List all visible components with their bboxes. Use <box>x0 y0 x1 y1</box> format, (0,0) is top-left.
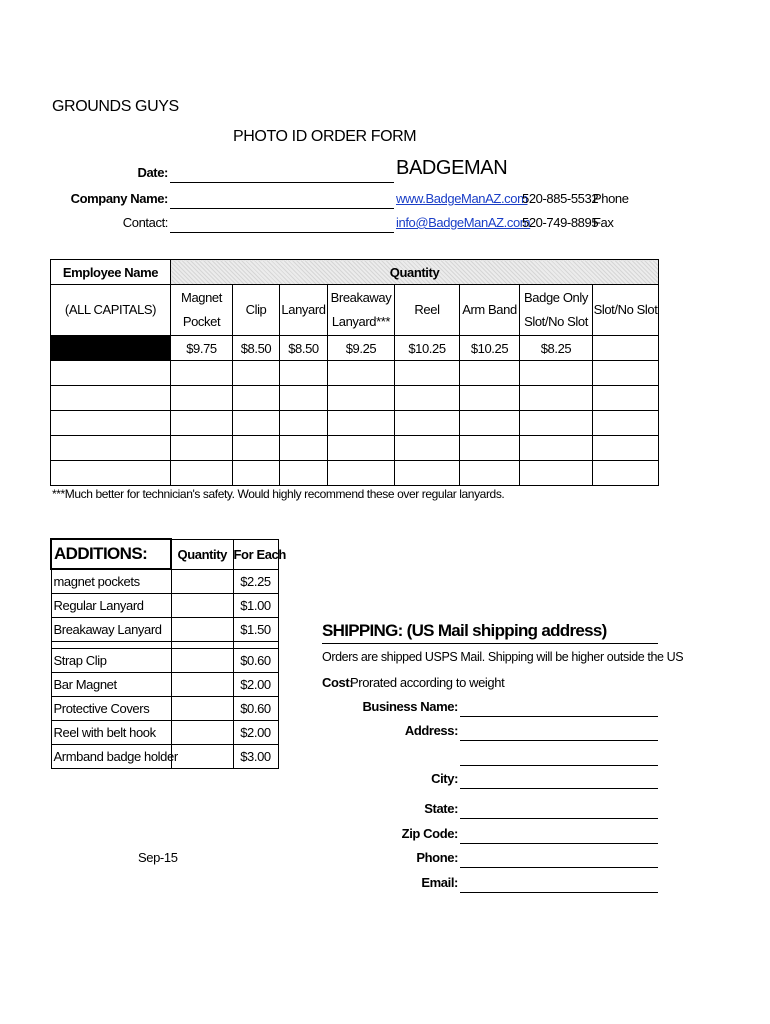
addition-qty-input[interactable] <box>171 697 233 721</box>
price-badge-only: $8.25 <box>520 336 593 361</box>
shipping-title-underline <box>322 643 658 644</box>
price-lanyard: $8.50 <box>280 336 328 361</box>
qty-input[interactable] <box>520 461 593 486</box>
table-row <box>51 436 659 461</box>
qty-input[interactable] <box>328 411 395 436</box>
all-capitals-note: (ALL CAPITALS) <box>51 285 171 336</box>
vendor-name: BADGEMAN <box>396 157 508 179</box>
qty-input[interactable] <box>520 411 593 436</box>
table-row <box>51 361 659 386</box>
addition-price: $1.50 <box>233 618 278 642</box>
state-field[interactable] <box>460 818 658 819</box>
addition-qty-input[interactable] <box>171 721 233 745</box>
qty-input[interactable] <box>280 436 328 461</box>
price-arm-band: $10.25 <box>460 336 520 361</box>
addition-qty-input[interactable] <box>171 745 233 769</box>
price-breakaway-lanyard: $9.25 <box>328 336 395 361</box>
employee-name-input[interactable] <box>51 436 171 461</box>
qty-input[interactable] <box>328 461 395 486</box>
qty-input[interactable] <box>593 461 659 486</box>
date-label: Date: <box>137 165 168 180</box>
employee-name-input[interactable] <box>51 461 171 486</box>
table-row <box>51 386 659 411</box>
addition-name: Strap Clip <box>51 649 171 673</box>
business-name-field[interactable] <box>460 716 658 717</box>
revision-date: Sep-15 <box>138 850 178 865</box>
qty-input[interactable] <box>460 411 520 436</box>
qty-input[interactable] <box>171 436 233 461</box>
qty-input[interactable] <box>520 386 593 411</box>
col-header-slot-no-slot: Slot/No Slot <box>593 285 659 336</box>
price-clip: $8.50 <box>233 336 280 361</box>
qty-input[interactable] <box>280 386 328 411</box>
col-header-reel: Reel <box>395 285 460 336</box>
addition-qty-input[interactable] <box>171 673 233 697</box>
cost-text: Prorated according to weight <box>350 675 505 690</box>
address-label: Address: <box>404 723 458 738</box>
col-header-magnet-pocket: Magnet Pocket <box>171 285 233 336</box>
qty-input[interactable] <box>233 361 280 386</box>
contact-label: Contact: <box>122 215 168 230</box>
price-reel: $10.25 <box>395 336 460 361</box>
addition-price: $2.00 <box>233 721 278 745</box>
order-table <box>50 259 659 486</box>
quantity-header: Quantity <box>171 260 659 285</box>
state-label: State: <box>424 801 458 816</box>
col-header-badge-only: Badge Only Slot/No Slot <box>520 285 593 336</box>
col-header-arm-band: Arm Band <box>460 285 520 336</box>
vendor-email-link[interactable]: info@BadgeManAZ.com <box>396 215 531 230</box>
qty-input[interactable] <box>395 386 460 411</box>
qty-input[interactable] <box>395 461 460 486</box>
addition-qty-input[interactable] <box>171 569 233 594</box>
qty-input[interactable] <box>460 361 520 386</box>
qty-input[interactable] <box>460 461 520 486</box>
phone-field[interactable] <box>460 867 658 868</box>
zip-code-label: Zip Code: <box>401 826 458 841</box>
col-header-clip: Clip <box>233 285 280 336</box>
qty-input[interactable] <box>593 411 659 436</box>
qty-input[interactable] <box>460 436 520 461</box>
qty-input[interactable] <box>171 411 233 436</box>
addition-price: $1.00 <box>233 594 278 618</box>
spacer <box>233 642 278 649</box>
company-heading: GROUNDS GUYS <box>52 98 179 115</box>
addition-name: magnet pockets <box>51 569 171 594</box>
employee-name-header: Employee Name <box>51 260 171 285</box>
city-label: City: <box>431 771 458 786</box>
price-slot-no-slot <box>593 336 659 361</box>
employee-name-input[interactable] <box>51 361 171 386</box>
qty-input[interactable] <box>520 361 593 386</box>
addition-qty-input[interactable] <box>171 594 233 618</box>
col-header-lanyard: Lanyard <box>280 285 328 336</box>
qty-input[interactable] <box>171 386 233 411</box>
form-title: PHOTO ID ORDER FORM <box>233 128 417 145</box>
qty-input[interactable] <box>593 361 659 386</box>
email-field[interactable] <box>460 892 658 893</box>
qty-input[interactable] <box>395 436 460 461</box>
addition-name: Reel with belt hook <box>51 721 171 745</box>
shipping-title: SHIPPING: (US Mail shipping address) <box>322 621 607 640</box>
additions-title: ADDITIONS: <box>51 539 171 569</box>
qty-input[interactable] <box>233 386 280 411</box>
address-field-line-2[interactable] <box>460 765 658 766</box>
list-item <box>51 594 278 618</box>
company-name-field[interactable] <box>170 208 394 209</box>
vendor-phone: 520-885-5532 <box>522 191 599 206</box>
qty-input[interactable] <box>395 361 460 386</box>
additions-price-header: For Each <box>233 539 278 569</box>
qty-input[interactable] <box>233 461 280 486</box>
qty-input[interactable] <box>233 436 280 461</box>
addition-name: Protective Covers <box>51 697 171 721</box>
zip-code-field[interactable] <box>460 843 658 844</box>
qty-input[interactable] <box>460 386 520 411</box>
list-item <box>51 745 278 769</box>
spacer <box>51 642 171 649</box>
qty-input[interactable] <box>233 411 280 436</box>
list-item <box>51 618 278 642</box>
addition-name: Breakaway Lanyard <box>51 618 171 642</box>
qty-input[interactable] <box>593 386 659 411</box>
spacer <box>171 642 233 649</box>
qty-input[interactable] <box>593 436 659 461</box>
vendor-phone-label: Phone <box>593 191 629 206</box>
addition-qty-input[interactable] <box>171 649 233 673</box>
shipping-note: Orders are shipped USPS Mail. Shipping will be higher outside the US <box>322 650 684 664</box>
list-item <box>51 697 278 721</box>
addition-price: $0.60 <box>233 649 278 673</box>
qty-input[interactable] <box>280 461 328 486</box>
business-name-label: Business Name: <box>362 699 458 714</box>
qty-input[interactable] <box>280 411 328 436</box>
employee-name-input[interactable] <box>51 386 171 411</box>
date-field[interactable] <box>170 182 394 183</box>
vendor-website-link[interactable]: www.BadgeManAZ.com <box>396 191 528 206</box>
lanyard-footnote: ***Much better for technician's safety. Would highly recommend these over regular lanyards. <box>52 487 505 501</box>
addition-qty-input[interactable] <box>171 618 233 642</box>
additions-table <box>50 538 286 769</box>
list-item <box>51 649 278 673</box>
qty-input[interactable] <box>395 411 460 436</box>
qty-input[interactable] <box>520 436 593 461</box>
list-item <box>51 721 278 745</box>
company-name-label: Company Name: <box>70 191 168 206</box>
addition-price: $2.00 <box>233 673 278 697</box>
col-header-breakaway-lanyard: Breakaway Lanyard*** <box>328 285 395 336</box>
price-magnet-pocket: $9.75 <box>171 336 233 361</box>
blacked-out-cell <box>51 336 171 361</box>
qty-input[interactable] <box>328 386 395 411</box>
qty-input[interactable] <box>328 436 395 461</box>
list-item <box>51 673 278 697</box>
addition-price: $0.60 <box>233 697 278 721</box>
addition-name: Armband badge holder <box>51 745 171 769</box>
table-row <box>51 461 659 486</box>
qty-input[interactable] <box>328 361 395 386</box>
cost-label: Cost: <box>322 675 354 690</box>
phone-label: Phone: <box>416 850 458 865</box>
vendor-fax: 520-749-8895 <box>522 215 599 230</box>
qty-input[interactable] <box>280 361 328 386</box>
qty-input[interactable] <box>171 461 233 486</box>
vendor-fax-label: Fax <box>593 215 614 230</box>
email-label: Email: <box>421 875 458 890</box>
address-field[interactable] <box>460 740 658 741</box>
addition-price: $2.25 <box>233 569 278 594</box>
contact-field[interactable] <box>170 232 394 233</box>
addition-price: $3.00 <box>233 745 278 769</box>
addition-name: Regular Lanyard <box>51 594 171 618</box>
table-row <box>51 411 659 436</box>
city-field[interactable] <box>460 788 658 789</box>
addition-name: Bar Magnet <box>51 673 171 697</box>
list-item <box>51 569 278 594</box>
qty-input[interactable] <box>171 361 233 386</box>
employee-name-input[interactable] <box>51 411 171 436</box>
additions-quantity-header: Quantity <box>171 539 233 569</box>
